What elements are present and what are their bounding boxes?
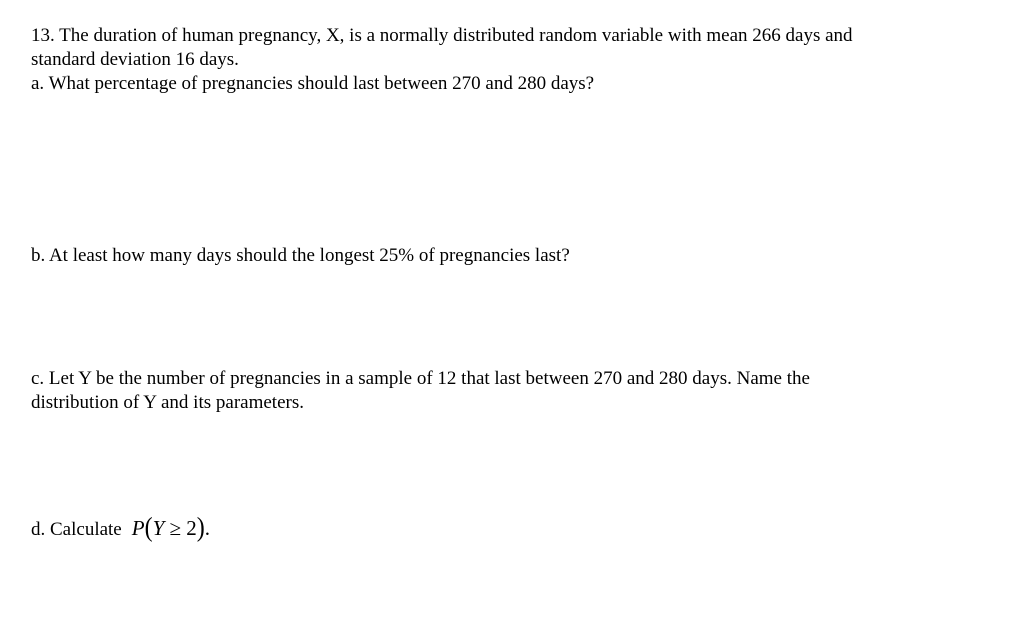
formula-operator: ≥ — [164, 516, 187, 540]
question-c-block — [31, 367, 991, 415]
question-b-block — [31, 244, 991, 268]
question-d-label: d. Calculate — [31, 519, 122, 540]
problem-intro-line2: standard deviation 16 days. — [31, 49, 239, 70]
formula-period: . — [204, 516, 211, 540]
question-d-block — [31, 513, 991, 543]
formula-close-paren: ) — [196, 513, 205, 543]
formula-open-paren: ( — [144, 513, 153, 543]
formula-func: P — [131, 516, 145, 540]
problem-intro-line1: 13. The duration of human pregnancy, X, is a normally distributed random variable with mean 266 days and — [31, 25, 853, 46]
problem-statement — [31, 24, 991, 96]
question-b: b. At least how many days should the longest 25% of pregnancies last? — [31, 245, 570, 266]
formula-number: 2 — [186, 516, 197, 540]
question-d — [31, 513, 991, 543]
question-c-line2: distribution of Y and its parameters. — [31, 392, 304, 413]
formula-var: Y — [152, 516, 165, 540]
question-d-formula — [127, 513, 211, 543]
question-a: a. What percentage of pregnancies should last between 270 and 280 days? — [31, 73, 595, 94]
question-c-line1: c. Let Y be the number of pregnancies in a sample of 12 that last between 270 and 280 days. Name the — [31, 368, 810, 389]
